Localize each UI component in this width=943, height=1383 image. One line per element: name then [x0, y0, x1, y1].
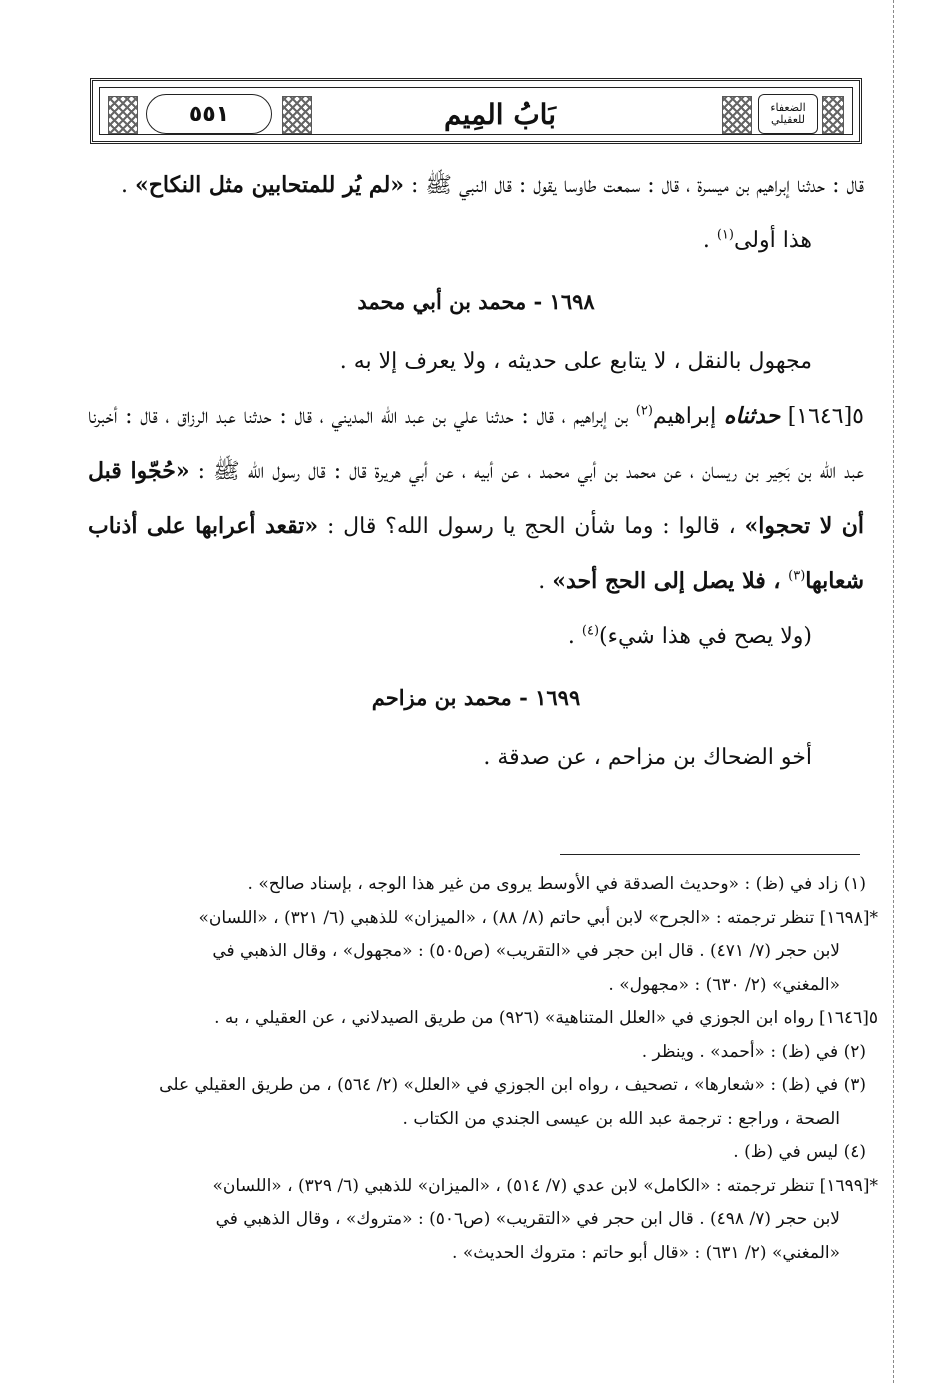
text-line: (ولا يصح في هذا شيء)$^{(٤)}$ .: [567, 623, 812, 649]
footnote-3: (٣) في (ظ) : «شعارها» ، تصحيف ، رواه ابن الجوزي في «العلل» (٢/ ٥٦٤) ، من طريق العقيلي على: [159, 1075, 866, 1095]
ornament-icon: [108, 96, 138, 134]
footnote-ref[interactable]: (١): [716, 227, 734, 243]
text-line: قال : حدثنا إبراهيم بن ميسرة ، قال : سمعت طاوسا يقول : قال النبي ﷺ : «لم يُر للمتحابين مثل النكاح» .: [120, 172, 864, 198]
book-seal-logo: ا​لضعفاء للعقيلي: [758, 94, 818, 134]
footnote-1698: *[١٦٩٨] تنظر ترجمته : «الجرح» لابن أبي حاتم (٨/ ٨٨) ، «الميزان» للذهبي (٦/ ٣٢١) ، «اللسان»: [198, 907, 878, 928]
ornament-icon: [722, 96, 752, 134]
text-line: مجهول بالنقل ، لا يتابع على حديثه ، ولا يعرف إلا به .: [339, 349, 812, 374]
footnote-1699-cont: «المغني» (٢/ ٦٣١) : «قال أبو حاتم : متروك الحديث» .: [452, 1242, 840, 1263]
hadith-paragraph: ٥[١٦٤٦] حدثناه إبراهيم$^{(٢)}$ بن إبراهيم ، قال : حدثنا علي بن عبد الله المديني ، قال : حدثنا عبد الرزاق ، قال : أخبرنا عبد الله بن بَحِير بن ريسان ، عن محمد بن أبي محمد ، عن أبيه ، عن أبي هريرة قال : قال رسول الله ﷺ : «حُجّوا قبل أن لا تحجوا» ، قالوا : وما شأن الحج يا رسول الله؟ قال : «تقعد أعرابها على أذناب شعابها$^{(٣)}$ ، فلا يصل إلى الحج أحد» .: [88, 403, 864, 594]
entry-heading-1698: ١٦٩٨ - محمد بن أبي محمد: [357, 289, 595, 314]
footnote-3-cont: الصحة ، وراجع : ترجمة عبد الله بن عيسى الجندي من الكتاب .: [402, 1108, 840, 1129]
main-text: [88, 158, 864, 785]
ornament-icon: [822, 96, 844, 134]
footnote-2: (٢) في (ظ) : «أحمد» . وينظر .: [641, 1041, 866, 1062]
footnote-4: (٤) ليس في (ظ) .: [733, 1142, 866, 1162]
footnote-1: (١) زاد في (ظ) : «وحديث الصدقة في الأوسط يروى من غير هذا الوجه ، بإسناد صالح» .: [247, 874, 866, 894]
page-number: ٥٥١: [146, 94, 272, 134]
footnote-1699-cont: لابن حجر (٧/ ٤٩٨) . قال ابن حجر في «التقريب» (ص٥٠٦) : «متروك» ، وقال الذهبي في: [215, 1209, 840, 1229]
page-edge-line: [893, 0, 894, 1383]
text-line: هذا أولى$^{(١)}$ .: [702, 227, 812, 253]
footnote-ref[interactable]: (٤): [581, 623, 600, 639]
chapter-title: بَابُ المِيم: [443, 97, 556, 131]
footnote-1699: *[١٦٩٩] تنظر ترجمته : «الكامل» لابن عدي (٧/ ٥١٤) ، «الميزان» للذهبي (٦/ ٣٢٩) ، «اللسان»: [212, 1175, 878, 1196]
page-header: [90, 78, 862, 144]
footnote-1698-cont: «المغني» (٢/ ٦٣٠) : «مجهول» .: [608, 974, 840, 995]
footnote-ref[interactable]: (٢): [635, 403, 653, 419]
footnote-1646: ٥[١٦٤٦] رواه ابن الجوزي في «العلل المتناهية» (٩٢٦) من طريق الصيدلاني ، عن العقيلي ، به .: [214, 1008, 878, 1028]
entry-heading-1699: ١٦٩٩ - محمد بن مزاحم: [371, 685, 581, 710]
footnotes: [88, 868, 878, 1270]
header-inner-frame: [99, 87, 853, 135]
footnote-1698-cont: لابن حجر (٧/ ٤٧١) . قال ابن حجر في «التقريب» (ص٥٠٥) : «مجهول» ، وقال الذهبي في: [212, 941, 840, 961]
footnote-ref[interactable]: (٣): [788, 568, 806, 584]
footnote-separator: [560, 854, 860, 855]
text-line: أخو الضحاك بن مزاحم ، عن صدقة .: [483, 745, 812, 770]
ornament-icon: [282, 96, 312, 134]
